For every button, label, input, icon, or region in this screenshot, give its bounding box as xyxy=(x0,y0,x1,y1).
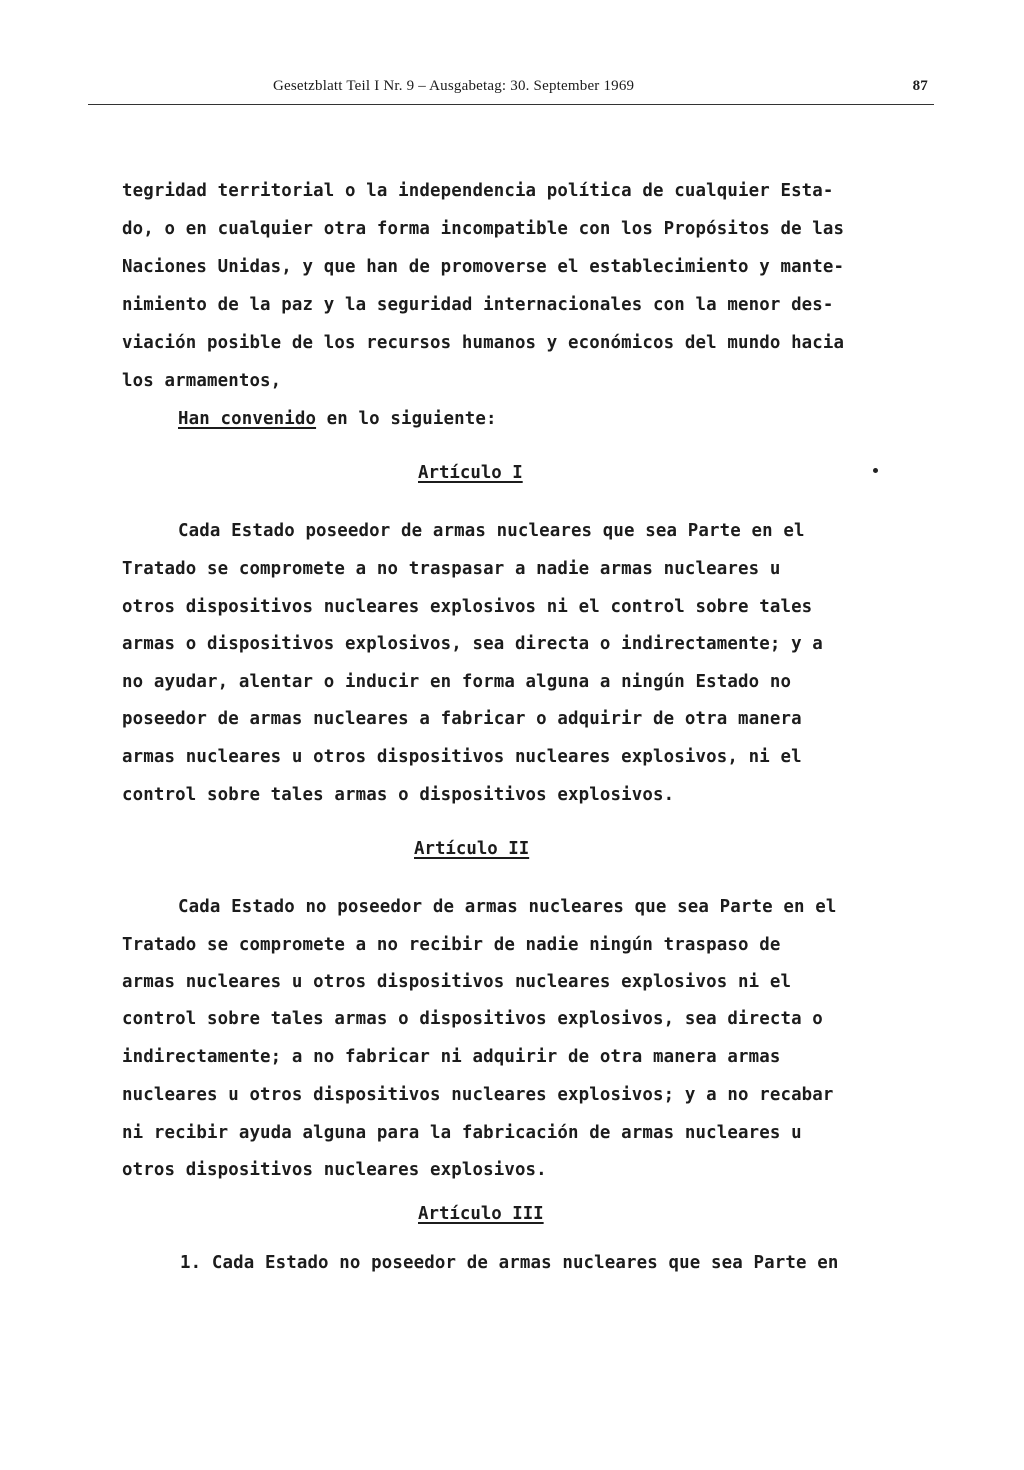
article-2-line: control sobre tales armas o dispositivos explosivos, sea directa o xyxy=(122,1009,823,1029)
article-1-line: Cada Estado poseedor de armas nucleares que sea Parte en el xyxy=(178,521,805,541)
article-2-line: armas nucleares u otros dispositivos nucleares explosivos ni el xyxy=(122,972,792,992)
article-2-line: Tratado se compromete a no recibir de nadie ningún traspaso de xyxy=(122,935,781,955)
intro-line: tegridad territorial o la independencia política de cualquier Esta- xyxy=(122,181,834,201)
intro-line: viación posible de los recursos humanos y económicos del mundo hacia xyxy=(122,333,845,353)
article-2-line: ni recibir ayuda alguna para la fabricación de armas nucleares u xyxy=(122,1123,802,1143)
intro-line: do, o en cualquier otra forma incompatible con los Propósitos de las xyxy=(122,219,845,239)
article-1-line: control sobre tales armas o dispositivos explosivos. xyxy=(122,785,675,805)
article-1-line: armas o dispositivos explosivos, sea directa o indirectamente; y a xyxy=(122,634,823,654)
intro-line: Naciones Unidas, y que han de promoverse el establecimiento y mante- xyxy=(122,257,845,277)
article-3-line: 1. Cada Estado no poseedor de armas nucleares que sea Parte en xyxy=(180,1253,839,1273)
gazette-title: Gesetzblatt Teil I Nr. 9 – Ausgabetag: 30. September 1969 xyxy=(273,78,635,94)
page-header xyxy=(88,78,934,105)
article-1-line: armas nucleares u otros dispositivos nucleares explosivos, ni el xyxy=(122,747,802,767)
page-number: 87 xyxy=(912,78,928,94)
article-2-heading: Artículo II xyxy=(414,839,530,859)
stray-mark xyxy=(873,468,878,473)
article-2-line: indirectamente; a no fabricar ni adquirir de otra manera armas xyxy=(122,1047,781,1067)
agreement-rest: en lo siguiente: xyxy=(316,409,497,429)
intro-line: los armamentos, xyxy=(122,371,282,391)
article-2-line: nucleares u otros dispositivos nucleares explosivos; y a no recabar xyxy=(122,1085,834,1105)
intro-line: nimiento de la paz y la seguridad internacionales con la menor des- xyxy=(122,295,834,315)
agreement-phrase: Han convenido xyxy=(178,409,317,429)
article-2-line: Cada Estado no poseedor de armas nucleares que sea Parte en el xyxy=(178,897,837,917)
article-3-heading: Artículo III xyxy=(418,1204,544,1224)
article-1-heading: Artículo I xyxy=(418,463,523,483)
article-1-line: no ayudar, alentar o inducir en forma alguna a ningún Estado no xyxy=(122,672,792,692)
article-2-line: otros dispositivos nucleares explosivos. xyxy=(122,1160,547,1180)
article-1-line: otros dispositivos nucleares explosivos ni el control sobre tales xyxy=(122,597,813,617)
article-1-line: Tratado se compromete a no traspasar a nadie armas nucleares u xyxy=(122,559,781,579)
agreement-line xyxy=(178,408,497,430)
article-1-line: poseedor de armas nucleares a fabricar o adquirir de otra manera xyxy=(122,709,802,729)
